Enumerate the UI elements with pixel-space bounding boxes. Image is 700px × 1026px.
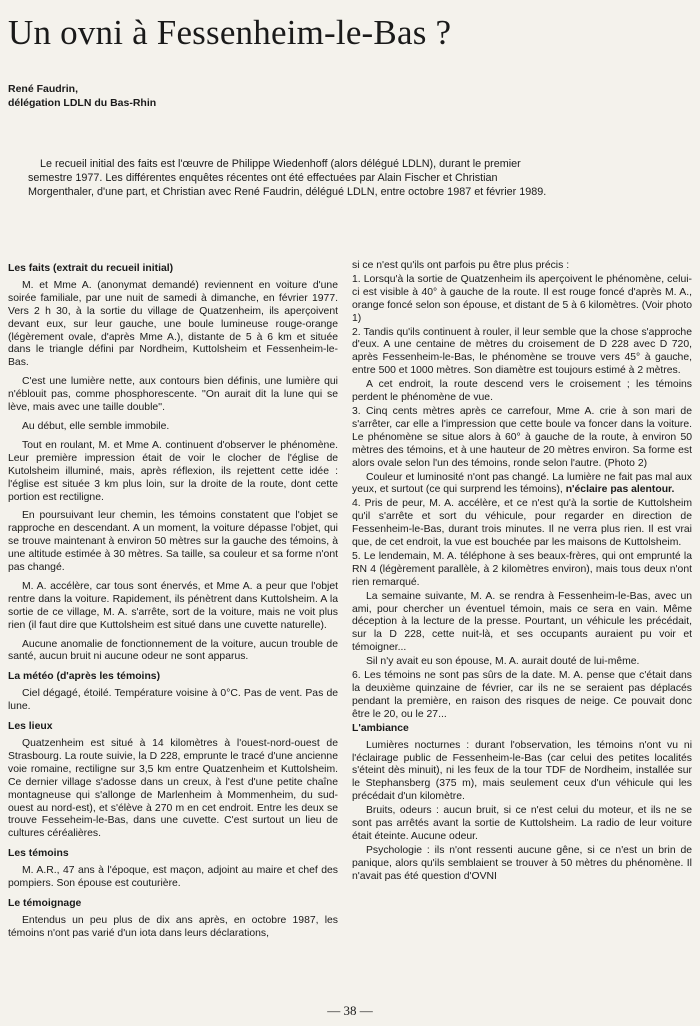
paragraph: Aucune anomalie de fonctionnement de la voiture, aucun trouble de santé, aucun bruit ni aucune odeur ne sont apparus. xyxy=(8,638,338,663)
paragraph: Lumières nocturnes : durant l'observation, les témoins n'ont vu ni l'éclairage public de Fessenheim-le-Bas (car celui des petites localités s'éteint dès minuit), ni les feux de la tour TDF de Nordheim, installée sur le Stephansberg (375 m), mais seulement ceux d'un véhicule qui les précédait d'un kilomètre. xyxy=(352,739,692,803)
intro-paragraph: Le recueil initial des faits est l'œuvre de Philippe Wiedenhoff (alors délégué LDLN), durant le premier semestre 1977. Les différentes enquêtes récentes ont été effectuées par Alain Fischer et Christian Morgenthaler, d'une part, et Christian avec René Faudrin, délégué LDLN, entre octobre 1987 et février 1989. xyxy=(28,158,547,198)
paragraph: Quatzenheim est situé à 14 kilomètres à l'ouest-nord-ouest de Strasbourg. La route suivie, la D 228, emprunte le tracé d'une ancienne voie romaine, rectiligne sur 3,5 km entre Quatzenheim et Kuttolsheim. Ce dernier village s'adosse dans un creux, à l'est d'une petite chaîne montagneuse qui s'allonge de Marlenheim à Mommenheim, du sud-ouest au nord-est), et s'élève à 270 m en cet endroit. Entre les deux se trouve Fesseheim-le-Bas, dans une cuvette. C'est surtout un lieu de cultures céréalières. xyxy=(8,738,338,840)
paragraph: Sil n'y avait eu son épouse, M. A. aurait douté de lui-même. xyxy=(366,656,640,668)
paragraph: Au début, elle semble immobile. xyxy=(22,420,170,432)
section-heading-meteo: La météo (d'après les témoins) xyxy=(8,671,161,683)
author-name: René Faudrin, xyxy=(8,83,79,95)
paragraph: Bruits, odeurs : aucun bruit, si ce n'est celui du moteur, et ils ne se sont pas arrêtés avant la sortie de Kuttolsheim. La radio de leur voiture était éteinte. Aucune odeur. xyxy=(352,805,692,842)
section-heading-temoins: Les témoins xyxy=(8,848,69,860)
paragraph: M. A.R., 47 ans à l'époque, est maçon, adjoint au maire et chef des pompiers. Son épouse est couturière. xyxy=(8,865,338,890)
numbered-item: 2. Tandis qu'ils continuent à rouler, il leur semble que la chose s'approche d'eux. A une centaine de mètres du croisement de D 228 avec D 720, après Fessenheim-le-Bas, le phénomène se trouve vers 45° à gauche, entre 500 et 1000 mètres. Son diamètre est toujours estimé à 2 mètres. xyxy=(352,326,692,377)
right-column xyxy=(352,260,692,885)
paragraph xyxy=(352,472,692,498)
section-heading-faits: Les faits (extrait du recueil initial) xyxy=(8,263,174,274)
paragraph: Tout en roulant, M. et Mme A. continuent d'observer le phénomène. Leur première impression était de voir le clocher de l'église de Kutolsheim illuminé, mais, après réflexion, ils rejettent cette idée : l'église est située 3 km plus loin, sur la droite de la route, dont cette portion est rectiligne. xyxy=(8,439,338,503)
paragraph: Ciel dégagé, étoilé. Température voisine à 0°C. Pas de vent. Pas de lune. xyxy=(8,688,338,713)
numbered-item: 3. Cinq cents mètres après ce carrefour, Mme A. crie à son mari de s'arrêter, car elle a l'impression que cette boule va foncer dans la voiture. Le phénomène se situe alors à 60° à gauche de la route, à environ 50 mètres des témoins, et à une hauteur de 20 mètres environ. Sa forme est alors ovale selon l'un des témoins, ronde selon l'autre. (Photo 2) xyxy=(352,405,692,469)
bold-emphasis: n'éclaire pas alentour. xyxy=(565,484,675,496)
paragraph-text: Couleur et luminosité n'ont pas changé. La lumière ne fait pas mal aux yeux, et surtout (ce qui surprend les témoins), xyxy=(352,471,692,496)
author-block xyxy=(8,82,156,110)
paragraph: M. et Mme A. (anonymat demandé) reviennent en voiture d'une soirée familiale, par une nuit de samedi à dimanche, en février 1977. Vers 2 h 30, à la sortie du village de Quatzenheim, ils aperçoivent devant eux, sur leur gauche, une boule lumineuse rouge-orange (légèrement ovale, d'après Mme A.), distante de 5 à 6 km et située dans le triangle défini par Nordheim, Kuttolsheim et Fessenheim-le-Bas. xyxy=(8,279,338,369)
article-title: Un ovni à Fessenheim-le-Bas ? xyxy=(8,13,452,52)
paragraph: En poursuivant leur chemin, les témoins constatent que l'objet se rapproche en descendant. A un moment, la voiture dépasse l'objet, qui se trouve maintenant à environ 50 mètres sur la gauche des témoins, à une altitude estimée à 30 mètres. Sa taille, sa couleur et sa forme n'ont pas changé. xyxy=(8,510,338,574)
paragraph: A cet endroit, la route descend vers le croisement ; les témoins perdent le phénomène de vue. xyxy=(352,379,692,404)
paragraph: C'est une lumière nette, aux contours bien définis, une lumière qui n'éblouit pas, comme phosphorescente. ''On aurait dit la lune qui se lève, mais avec une taille double''. xyxy=(8,376,338,414)
section-heading-lieux: Les lieux xyxy=(8,721,53,733)
left-column xyxy=(8,256,338,947)
section-heading-temoignage: Le témoignage xyxy=(8,897,82,909)
paragraph: Psychologie : ils n'ont ressenti aucune gêne, si ce n'est un brin de panique, alors qu'ils semblaient se trouver à 50 mètres du phénomène. Il n'avait pas été question d'OVNI xyxy=(352,844,692,882)
numbered-item: 5. Le lendemain, M. A. téléphone à ses beaux-frères, qui ont emprunté la RN 4 (légèrement parallèle, à 2 kilomètres environ), mais tous deux n'ont rien remarqué. xyxy=(352,550,692,588)
paragraph: Entendus un peu plus de dix ans après, en octobre 1987, les témoins n'ont pas varié d'un iota dans leurs déclarations, xyxy=(8,914,338,939)
page-number: — 38 — xyxy=(327,1003,373,1018)
author-role: délégation LDLN du Bas-Rhin xyxy=(8,97,157,109)
paragraph: si ce n'est qu'ils ont parfois pu être plus précis : xyxy=(352,260,570,271)
numbered-item: 1. Lorsqu'à la sortie de Quatzenheim ils aperçoivent le phénomène, celui-ci est visible à 40° à gauche de la route. Il est rouge foncé d'après M. A., orange foncé selon son épouse, et distant de 5 à 6 kilomètres. (Voir photo 1) xyxy=(352,273,692,324)
numbered-item: 6. Les témoins ne sont pas sûrs de la date. M. A. pense que c'était dans la deuxième quinzaine de février, car ils ne se seraient pas déplacés pendant la première, en raison des risques de neige. Ce pouvait donc être le 20, ou le 27... xyxy=(352,670,692,720)
section-heading-ambiance: L'ambiance xyxy=(352,722,409,734)
numbered-item: 4. Pris de peur, M. A. accélère, et ce n'est qu'à la sortie de Kuttolsheim qu'il s'arrête et sort du véhicule, pour regarder en direction de Fessenheim-le-Bas, durant trois minutes. Il ne verra plus rien. Il est vrai que, de cet endroit, la vue est bouchée par les maisons de Kuttolsheim. xyxy=(352,498,692,549)
paragraph: M. A. accélère, car tous sont énervés, et Mme A. a peur que l'objet rentre dans la voiture. Rapidement, ils pénètrent dans Kuttolsheim. A la sortie de ce village, M. A. s'arrête, sort de la voiture, mais ne voit plus rien (il faut dire que Kuttolsheim est situé dans une cuvette naturelle). xyxy=(8,580,338,631)
paragraph: La semaine suivante, M. A. se rendra à Fessenheim-le-Bas, avec un ami, pour chercher un éventuel témoin, mais ce sera en vain. Même déception à la lecture de la presse. Pourtant, un véhicule les précédait, sur la D 228, cette nuit-là, et ses occupants auraient pu voir et témoigner... xyxy=(352,590,692,654)
